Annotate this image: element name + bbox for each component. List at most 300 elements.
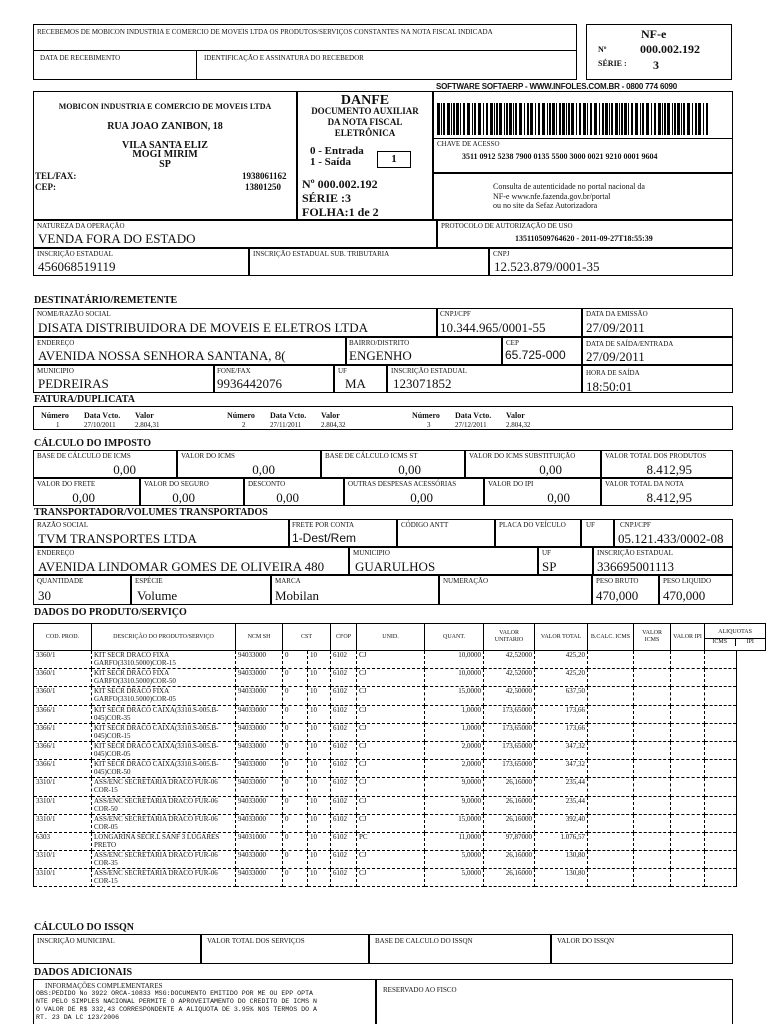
dest-ie-label: INSCRIÇÃO ESTADUAL	[391, 367, 467, 375]
fatura-h-venc: Data Vcto.	[84, 411, 121, 420]
cell-empty	[705, 760, 737, 778]
barcode-bar	[611, 103, 613, 135]
aliq-ipi-label: IPI	[746, 638, 754, 645]
cell-descricao: ASS/ENC SECRETARIA DRACO FUR-06 COR-50	[92, 796, 236, 814]
cell-vunit: 42,50000	[484, 687, 535, 705]
dest-hora: 18:50:01	[586, 379, 633, 394]
cell-empty	[671, 651, 705, 669]
cell-cst-b: 10	[308, 687, 331, 705]
transp-uf2-label: UF	[542, 549, 551, 557]
cell-cst-b: 10	[308, 778, 331, 796]
cell-empty	[705, 687, 737, 705]
danfe-numero: Nº 000.002.192	[302, 177, 378, 191]
bc-st-label: BASE DE CÁLCULO ICMS ST	[325, 452, 418, 460]
barcode-bar	[437, 103, 440, 135]
info-line: NTE PELO SIMPLES NACIONAL PERMITE O APROVEITAMENTO DO CREDITO DE ICMS N	[36, 998, 317, 1005]
barcode-bar	[478, 103, 481, 135]
dest-fone: 9936442076	[217, 376, 282, 391]
cell-unid: CJ	[357, 705, 425, 723]
barcode-bar	[594, 103, 597, 135]
cell-empty	[705, 869, 737, 887]
barcode-bar	[692, 103, 693, 135]
dest-emissao: 27/09/2011	[586, 320, 645, 335]
barcode-bar	[486, 103, 488, 135]
cell-cst-a: 0	[283, 760, 308, 778]
cell-quant: 1,0000	[425, 705, 484, 723]
cell-empty	[705, 851, 737, 869]
col-descricao: DESCRIÇÃO DO PRODUTO/SERVIÇO	[92, 624, 236, 651]
cell-vunit: 26,16000	[484, 814, 535, 832]
qtd: 30	[38, 588, 51, 603]
table-row	[34, 796, 766, 814]
barcode-bar	[474, 103, 476, 135]
danfe-title: DANFE	[340, 93, 390, 108]
seguro: 0,00	[172, 490, 195, 505]
cell-cod: 3366/1	[34, 741, 92, 759]
fatura-h-num: Número	[41, 411, 69, 420]
cell-cod: 3310/1	[34, 851, 92, 869]
outras: 0,00	[410, 490, 433, 505]
seguro-label: VALOR DO SEGURO	[144, 480, 209, 488]
dest-uf-label: UF	[338, 367, 347, 375]
cell-descricao: KIT SECR DRACO CAIXA(3310.S-005.B-045)COR-50	[92, 760, 236, 778]
cell-vunit: 26,16000	[484, 851, 535, 869]
cell-cst-a: 0	[283, 705, 308, 723]
cell-cod: 3360/1	[34, 651, 92, 669]
barcode-bar	[568, 103, 570, 135]
col-vunit: VALOR UNITARIO	[484, 624, 535, 651]
col-vtotal: VALOR TOTAL	[535, 624, 588, 651]
v-icms: 0,00	[252, 462, 275, 477]
fatura-h-num: Número	[412, 411, 440, 420]
barcode-bar	[579, 103, 581, 135]
table-row	[34, 851, 766, 869]
barcode-bar	[530, 103, 533, 135]
cell-vtotal: 173,66	[535, 705, 588, 723]
v-st: 0,00	[539, 462, 562, 477]
cell-descricao: KIT SECR DRACO CAIXA(3310.S-005.B-045)COR-05	[92, 741, 236, 759]
barcode-bar	[483, 103, 484, 135]
cell-ncm: 94033000	[236, 760, 283, 778]
col-aliquotas	[705, 624, 766, 651]
col-cod: COD. PROD.	[34, 624, 92, 651]
barcode-bar	[599, 103, 600, 135]
cell-empty	[705, 741, 737, 759]
protocolo-valor: 135110509764620 - 2011-09-27T18:55:39	[515, 234, 653, 243]
emitente-tel: 1938061162	[242, 171, 287, 181]
col-bcicms: B.CALC. ICMS	[588, 624, 634, 651]
transp-razao: TVM TRANSPORTES LTDA	[38, 531, 197, 546]
barcode-bar	[447, 103, 450, 135]
cell-unid: PC	[357, 832, 425, 850]
barcode-bar	[681, 103, 682, 135]
barcode-bar	[542, 103, 545, 135]
fatura-valor: 2.804,32	[321, 421, 346, 429]
cell-descricao: ASS/ENC SECRETARIA DRACO FUR-06 COR-15	[92, 778, 236, 796]
transp-endereco: AVENIDA LINDOMAR GOMES DE OLIVEIRA 480	[38, 559, 325, 574]
table-row	[34, 705, 766, 723]
transp-municipio: GUARULHOS	[355, 559, 436, 574]
cell-empty	[588, 832, 634, 850]
dest-mun-label: MUNICIPIO	[37, 367, 74, 375]
ie-st-label: INSCRIÇÃO ESTADUAL SUB. TRIBUTARIA	[253, 250, 390, 258]
numeracao-label: NUMERAÇÃO	[443, 577, 489, 585]
barcode-bar	[706, 103, 708, 135]
cell-cst-b: 10	[308, 796, 331, 814]
transp-ie-label: INSCRIÇÃO ESTADUAL	[597, 549, 673, 557]
consulta-l3: ou no site da Sefaz Autorizadora	[493, 201, 598, 210]
barcode-bar	[527, 103, 529, 135]
barcode-bar	[619, 103, 620, 135]
danfe-folha: FOLHA:1 de 2	[302, 205, 379, 219]
canhoto-serie: 3	[653, 58, 659, 72]
barcode-bar	[549, 103, 551, 135]
barcode-bar	[499, 103, 502, 135]
col-quant: QUANT.	[425, 624, 484, 651]
cell-empty	[634, 687, 671, 705]
emitente-tel-label: TEL/FAX:	[35, 171, 77, 181]
cell-cst-b: 10	[308, 669, 331, 687]
cell-cst-b: 10	[308, 760, 331, 778]
cnpj-label: CNPJ	[493, 250, 510, 258]
barcode-bar	[552, 103, 555, 135]
barcode-bar	[687, 103, 690, 135]
cell-quant: 1,0000	[425, 723, 484, 741]
cell-cst-a: 0	[283, 814, 308, 832]
cell-cst-b: 10	[308, 851, 331, 869]
cell-quant: 5,0000	[425, 851, 484, 869]
cell-unid: CJ	[357, 796, 425, 814]
cell-unid: CJ	[357, 723, 425, 741]
fatura-h-valor: Valor	[321, 411, 340, 420]
especie: Volume	[137, 588, 178, 603]
fatura-venc: 27/10/2011	[84, 421, 116, 429]
cell-cfop: 6102	[331, 760, 357, 778]
fatura-h-valor: Valor	[135, 411, 154, 420]
cell-cfop: 6102	[331, 869, 357, 887]
cell-vtotal: 235,44	[535, 796, 588, 814]
danfe-sub3: ELETRÔNICA	[334, 128, 396, 138]
cell-descricao: KIT SECR DRACO FIXA GARFO(3310.5000)COR-15	[92, 651, 236, 669]
fatura-h-venc: Data Vcto.	[270, 411, 307, 420]
cell-ncm: 94033000	[236, 778, 283, 796]
cell-empty	[634, 814, 671, 832]
destinatario-title: DESTINATÁRIO/REMETENTE	[34, 295, 178, 306]
barcode-bar	[609, 103, 610, 135]
transp-cnpj-label: CNPJ/CPF	[620, 521, 651, 529]
cell-cst-b: 10	[308, 814, 331, 832]
barcode-bar	[587, 103, 588, 135]
cell-cst-b: 10	[308, 741, 331, 759]
barcode-bar	[451, 103, 452, 135]
cell-empty	[671, 796, 705, 814]
cell-empty	[588, 814, 634, 832]
produtos-title: DADOS DO PRODUTO/SERVIÇO	[34, 607, 187, 618]
cell-cfop: 6102	[331, 651, 357, 669]
barcode-bar	[605, 103, 608, 135]
barcode-bar	[683, 103, 685, 135]
ipi-label: VALOR DO IPI	[488, 480, 534, 488]
danfe-sub1: DOCUMENTO AUXILIAR	[311, 106, 419, 116]
cell-empty	[705, 832, 737, 850]
barcode-bar	[635, 103, 638, 135]
barcode-bar	[538, 103, 540, 135]
table-row	[34, 741, 766, 759]
col-cst: CST	[283, 624, 331, 651]
bc-icms-label: BASE DE CÁLCULO DE ICMS	[37, 452, 131, 460]
cell-cfop: 6102	[331, 669, 357, 687]
cell-vtotal: 637,50	[535, 687, 588, 705]
cell-empty	[634, 796, 671, 814]
cell-ncm: 94033000	[236, 796, 283, 814]
outras-label: OUTRAS DESPESAS ACESSÓRIAS	[348, 480, 457, 488]
cell-cfop: 6102	[331, 705, 357, 723]
barcode-bar	[547, 103, 548, 135]
cell-empty	[588, 687, 634, 705]
emitente-rua: RUA JOAO ZANIBON, 18	[107, 121, 223, 132]
v-nota-label: VALOR TOTAL DA NOTA	[605, 480, 684, 488]
cell-ncm: 94031000	[236, 832, 283, 850]
chave-label: CHAVE DE ACESSO	[437, 140, 500, 148]
cell-quant: 10,0000	[425, 669, 484, 687]
fatura-num: 3	[427, 421, 431, 429]
barcode-bar	[515, 103, 517, 135]
cell-empty	[634, 851, 671, 869]
fatura-h-venc: Data Vcto.	[455, 411, 492, 420]
consulta-l2: NF-e www.nfe.fazenda.gov.br/portal	[493, 192, 611, 201]
especie-label: ESPÉCIE	[135, 577, 163, 585]
cell-ncm: 94033000	[236, 669, 283, 687]
qtd-label: QUANTIDADE	[37, 577, 84, 585]
barcode-bar	[456, 103, 459, 135]
cnpj-valor: 12.523.879/0001-35	[494, 259, 600, 274]
barcode-image	[437, 103, 709, 135]
info-line: O VALOR DE R$ 332,43 CORRESPONDENTE A ALIQUOTA DE 3.95% NOS TERMOS DO A	[36, 1006, 317, 1013]
cell-descricao: KIT SECR DRACO FIXA GARFO(3310.5000)COR-05	[92, 687, 236, 705]
fatura-h-valor: Valor	[506, 411, 525, 420]
barcode-bar	[624, 103, 627, 135]
barcode-bar	[674, 103, 676, 135]
barcode-bar	[463, 103, 465, 135]
cell-empty	[588, 851, 634, 869]
cell-unid: CJ	[357, 760, 425, 778]
canhoto-serie-label: SÉRIE :	[598, 59, 627, 68]
dest-cep-label: CEP	[506, 339, 519, 347]
fatura-num: 2	[242, 421, 246, 429]
cell-empty	[634, 778, 671, 796]
peso-liquido: 470,000	[663, 588, 706, 603]
barcode-bar	[453, 103, 455, 135]
cell-empty	[705, 814, 737, 832]
table-row	[34, 723, 766, 741]
cell-ncm: 94033000	[236, 687, 283, 705]
cell-vtotal: 425,20	[535, 651, 588, 669]
cell-vtotal: 347,32	[535, 741, 588, 759]
cell-cfop: 6102	[331, 778, 357, 796]
peso-bruto-label: PESO BRUTO	[596, 577, 639, 585]
imposto-title: CÁLCULO DO IMPOSTO	[34, 438, 152, 449]
cell-ncm: 94033000	[236, 705, 283, 723]
produtos-table	[33, 623, 766, 887]
cell-cst-a: 0	[283, 832, 308, 850]
cell-unid: CJ	[357, 814, 425, 832]
bc-icms: 0,00	[113, 462, 136, 477]
cell-vunit: 42,52000	[484, 651, 535, 669]
nfe-title: NF-e	[641, 27, 667, 41]
protocolo-label: PROTOCOLO DE AUTORIZAÇÃO DE USO	[441, 222, 573, 230]
cell-cst-b: 10	[308, 651, 331, 669]
emitente-cep: 13801250	[245, 182, 281, 192]
cell-vunit: 173,65000	[484, 760, 535, 778]
cell-empty	[671, 760, 705, 778]
cell-quant: 11,0000	[425, 832, 484, 850]
cell-cod: 3360/1	[34, 687, 92, 705]
bc-st: 0,00	[398, 462, 421, 477]
barcode-bar	[524, 103, 525, 135]
transp-uf: SP	[542, 559, 557, 574]
barcode-bar	[519, 103, 522, 135]
barcode-bar	[677, 103, 680, 135]
cell-empty	[588, 741, 634, 759]
cell-empty	[705, 705, 737, 723]
fatura-title: FATURA/DUPLICATA	[34, 394, 135, 405]
cell-unid: CJ	[357, 851, 425, 869]
cell-empty	[671, 814, 705, 832]
barcode-bar	[559, 103, 561, 135]
emitente-bairro: VILA SANTA ELIZ	[122, 140, 208, 151]
barcode-bar	[615, 103, 618, 135]
cell-vunit: 173,65000	[484, 741, 535, 759]
cell-empty	[671, 723, 705, 741]
barcode-bar	[472, 103, 473, 135]
barcode-bar	[646, 103, 649, 135]
desc: 0,00	[276, 490, 299, 505]
cell-empty	[588, 723, 634, 741]
col-cfop: CFOP	[331, 624, 357, 651]
cell-vtotal: 392,40	[535, 814, 588, 832]
barcode-bar	[672, 103, 673, 135]
cell-descricao: ASS/ENC SECRETARIA DRACO FUR-06 COR-05	[92, 814, 236, 832]
dest-cep: 65.725-000	[505, 348, 566, 362]
barcode-bar	[504, 103, 505, 135]
cell-cst-b: 10	[308, 723, 331, 741]
col-vicms: VALOR ICMS	[634, 624, 671, 651]
dest-hora-label: HORA DE SAÍDA	[586, 369, 640, 377]
cell-descricao: LONGARINA SECR.L SANF 3 LUGARES PRETO	[92, 832, 236, 850]
cell-cst-a: 0	[283, 651, 308, 669]
col-unid: UNID.	[357, 624, 425, 651]
dest-endereco: AVENIDA NOSSA SENHORA SANTANA, 8(	[38, 348, 286, 363]
barcode-bar	[513, 103, 514, 135]
v-st-label: VALOR DO ICMS SUBSTITUIÇÃO	[469, 452, 576, 460]
cell-quant: 15,0000	[425, 814, 484, 832]
fatura-venc: 27/11/2011	[270, 421, 302, 429]
cell-vtotal: 130,80	[535, 869, 588, 887]
barcode-bar	[651, 103, 652, 135]
cell-empty	[588, 669, 634, 687]
fatura-valor: 2.804,32	[506, 421, 531, 429]
natureza-label: NATUREZA DA OPERAÇÃO	[37, 222, 125, 230]
transp-title: TRANSPORTADOR/VOLUMES TRANSPORTADOS	[34, 507, 268, 518]
cell-vunit: 173,65000	[484, 723, 535, 741]
fatura-num: 1	[56, 421, 60, 429]
table-row	[34, 814, 766, 832]
canhoto-recebemos: RECEBEMOS DE MOBICON INDUSTRIA E COMERCIO DE MOVEIS LTDA OS PRODUTOS/SERVIÇOS CONSTANTES NA NOTA FISCAL INDICADA	[37, 28, 493, 36]
cell-vunit: 26,16000	[484, 869, 535, 887]
barcode-bar	[566, 103, 567, 135]
cell-cfop: 6102	[331, 796, 357, 814]
cell-empty	[671, 778, 705, 796]
cell-ncm: 94033000	[236, 869, 283, 887]
cell-empty	[671, 687, 705, 705]
cell-quant: 2,0000	[425, 760, 484, 778]
v-nota: 8.412,95	[646, 490, 692, 505]
barcode-bar	[441, 103, 442, 135]
table-row	[34, 778, 766, 796]
barcode-bar	[509, 103, 512, 135]
ie-label: INSCRIÇÃO ESTADUAL	[37, 250, 113, 258]
cell-empty	[634, 651, 671, 669]
barcode-bar	[571, 103, 574, 135]
cell-descricao: KIT SECR DRACO CAIXA(3310.S-005.B-045)COR-15	[92, 723, 236, 741]
cell-cst-a: 0	[283, 687, 308, 705]
cell-empty	[671, 832, 705, 850]
dest-emissao-label: DATA DA EMISSÃO	[586, 310, 648, 318]
barcode-bar	[654, 103, 656, 135]
dest-municipio: PEDREIRAS	[38, 376, 109, 391]
cell-cod: 3360/1	[34, 669, 92, 687]
cell-empty	[671, 851, 705, 869]
consulta-l1: Consulta de autenticidade no portal nacional da	[493, 182, 645, 191]
peso-liquido-label: PESO LIQUIDO	[663, 577, 712, 585]
peso-bruto: 470,000	[596, 588, 639, 603]
cell-cst-a: 0	[283, 741, 308, 759]
emitente-nome: MOBICON INDUSTRIA E COMERCIO DE MOVEIS LTDA	[58, 102, 272, 111]
danfe-sub2: DA NOTA FISCAL	[327, 117, 403, 127]
fatura-h-num: Número	[227, 411, 255, 420]
cell-empty	[671, 741, 705, 759]
cell-cst-a: 0	[283, 778, 308, 796]
barcode-bar	[667, 103, 670, 135]
transp-antt-label: CÓDIGO ANTT	[401, 521, 449, 529]
barcode-bar	[642, 103, 644, 135]
barcode-bar	[602, 103, 604, 135]
fatura-venc: 27/12/2011	[455, 421, 487, 429]
barcode-bar	[576, 103, 577, 135]
table-row	[34, 651, 766, 669]
cell-empty	[588, 869, 634, 887]
cell-empty	[671, 705, 705, 723]
cell-vtotal: 130,80	[535, 851, 588, 869]
barcode-bar	[640, 103, 641, 135]
canhoto-numero: 000.002.192	[640, 42, 700, 56]
cell-empty	[588, 760, 634, 778]
ie-valor: 456068519119	[38, 259, 116, 274]
barcode-bar	[494, 103, 495, 135]
issqn-title: CÁLCULO DO ISSQN	[34, 922, 135, 933]
dest-cnpj: 10.344.965/0001-55	[440, 320, 546, 335]
issqn-vs-label: VALOR TOTAL DOS SERVIÇOS	[207, 937, 305, 945]
cell-cst-a: 0	[283, 869, 308, 887]
divider	[196, 50, 197, 80]
v-prod-label: VALOR TOTAL DOS PRODUTOS	[605, 452, 707, 460]
transp-placa-label: PLACA DO VEÍCULO	[499, 521, 566, 529]
table-row	[34, 869, 766, 887]
cell-quant: 5,0000	[425, 869, 484, 887]
cell-empty	[705, 651, 737, 669]
transp-razao-label: RAZÃO SOCIAL	[37, 521, 89, 529]
table-row	[34, 669, 766, 687]
